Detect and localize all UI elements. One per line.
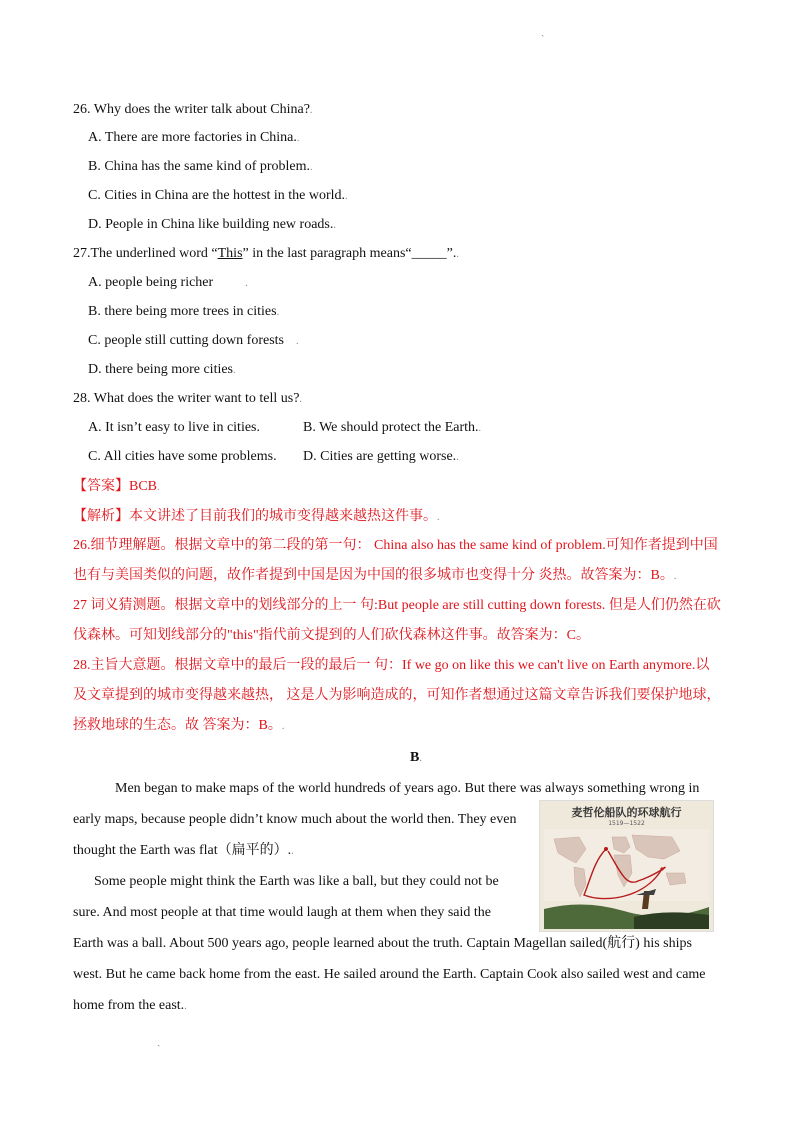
map-subtitle: 1519—1522 [608,820,645,827]
map-title: 麦哲伦船队的环球航行 [571,806,682,819]
question-27-option-c: C. people still cutting down forests . [88,333,299,348]
explanation-26-line-1: 26.细节理解题。根据文章中的第二段的第一句： China also has the same kind of problem.可知作者提到中国 [73,538,718,553]
passage-line-7: west. But he came back home from the east. He sailed around the Earth. Captain Cook also sailed west and came [73,967,706,982]
passage-line-5: sure. And most people at that time would laugh at them when they said the [73,905,491,920]
question-27-option-d: D. there being more cities. [88,362,236,377]
passage-line-8: home from the east.. [73,998,187,1013]
page-mark-top: ˎ [541,26,545,37]
question-28-option-b: B. We should protect the Earth.. [303,420,482,435]
explanation-27-line-2: 伐森林。可知划线部分的"this"指代前文提到的人们砍伐森林这件事。故答案为：C。 [73,628,590,643]
passage-line-3: thought the Earth was flat（扁平的）.. [73,843,294,858]
explanation-28-line-2: 及文章提到的城市变得越来越热， 这是人为影响造成的，可知作者想通过这篇文章告诉我们要保护地球， [73,688,721,703]
passage-line-6: Earth was a ball. About 500 years ago, people learned about the truth. Captain Magellan sailed(航行) his ships [73,936,692,951]
question-26-option-a: A. There are more factories in China.. [88,130,300,145]
passage-line-1: Men began to make maps of the world hundreds of years ago. But there was always something wrong in [115,781,700,796]
question-26-option-c: C. Cities in China are the hottest in the world.. [88,188,348,203]
question-26-option-b: B. China has the same kind of problem.. [88,159,313,174]
question-28-option-d: D. Cities are getting worse.. [303,449,459,464]
page-mark-bottom: ˎ [157,1036,161,1047]
section-heading: B. [410,750,422,765]
underlined-word: This [217,246,243,261]
passage-line-2: early maps, because people didn’t know much about the world then. They even [73,812,517,827]
world-map-icon [544,829,709,929]
passage-line-4: Some people might think the Earth was like a ball, but they could not be [94,874,499,889]
question-27-option-a: A. people being richer . [88,275,248,290]
explanation-28-line-3: 拯救地球的生态。故 答案为：B。. [73,718,285,733]
magellan-voyage-map [539,800,714,932]
explanation-28-line-1: 28.主旨大意题。根据文章中的最后一段的最后一 句：If we go on like this we can't live on Earth anymore.以 [73,658,710,673]
explanation-26-line-2: 也有与美国类似的问题，故作者提到中国是因为中国的很多城市也变得十分 炎热。故答案为：B。. [73,568,677,583]
question-26-stem: 26. Why does the writer talk about China?. [73,102,313,117]
question-28-stem: 28. What does the writer want to tell us?. [73,391,302,406]
question-28-option-a: A. It isn’t easy to live in cities. [88,420,260,435]
explanation-27-line-1: 27 词义猜测题。根据文章中的划线部分的上一 句:But people are still cutting down forests. 但是人们仍然在砍 [73,598,721,613]
question-28-option-c: C. All cities have some problems. [88,449,277,464]
answer-key: 【答案】BCB. [73,479,160,494]
question-27-stem: 27.The underlined word “This” in the last paragraph means“_____”.. [73,246,459,261]
question-27-option-b: B. there being more trees in cities. [88,304,280,319]
question-26-option-d: D. People in China like building new roads.. [88,217,336,232]
analysis-summary: 【解析】本文讲述了目前我们的城市变得越来越热这件事。. [73,509,440,524]
